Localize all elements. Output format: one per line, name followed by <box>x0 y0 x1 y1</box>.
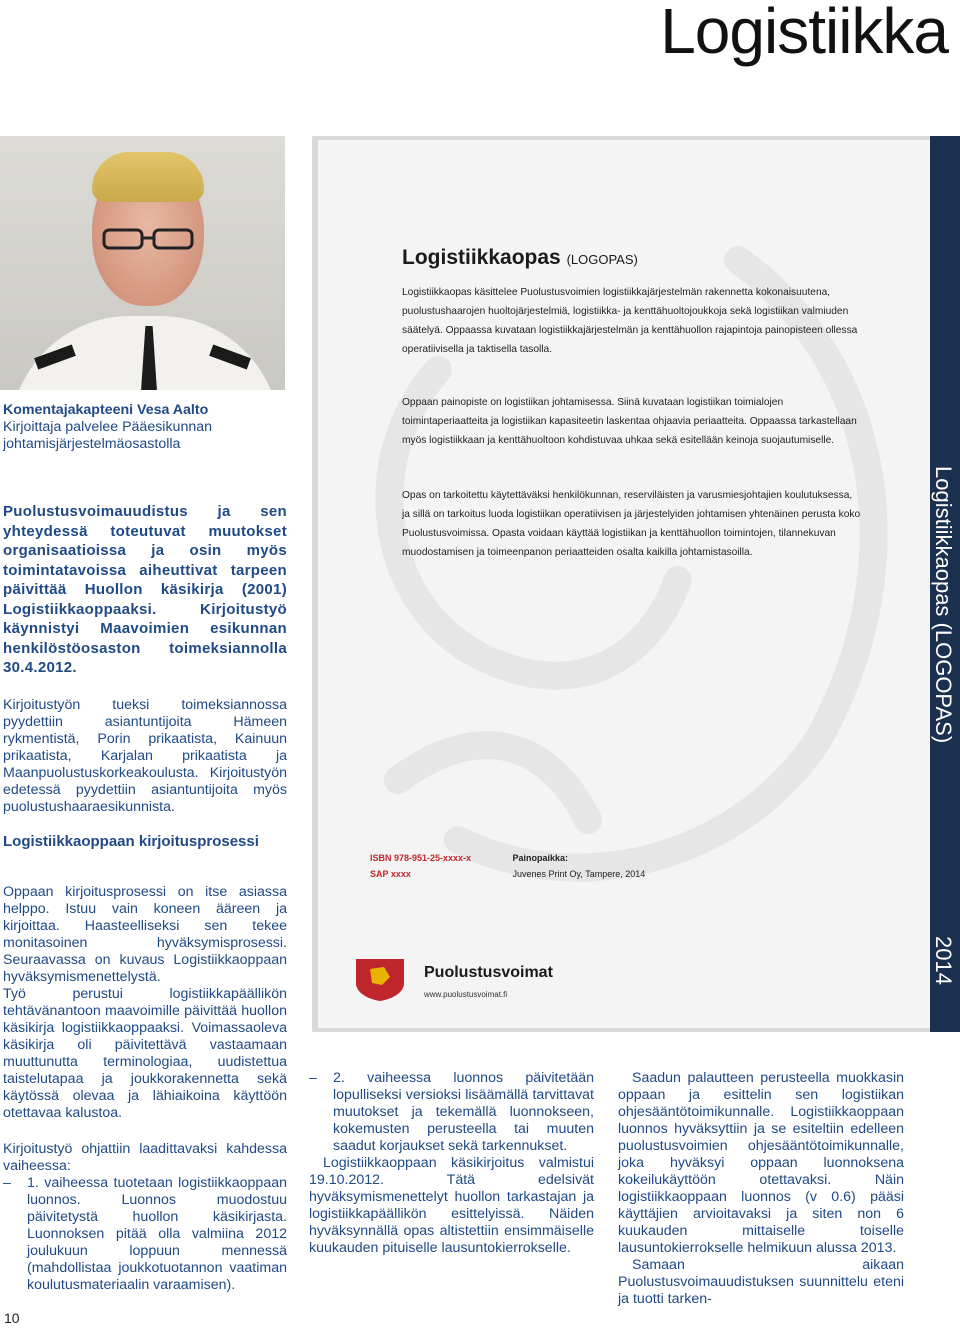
section-heading: Logistiikkaoppaan kirjoitusprosessi <box>3 833 259 850</box>
book-cover-image <box>312 136 960 1032</box>
cover-printer-label: Painopaikka: <box>512 853 569 863</box>
spine-year-text: 2014 <box>931 936 956 985</box>
lion-watermark <box>318 140 936 1028</box>
cover-isbn: ISBN 978-951-25-xxxx-x <box>370 853 472 863</box>
body-paragraph: Kirjoitustyön tueksi toimeksiannossa pyydettiin asiantuntijoita Hämeen rykmentistä, Porin prikaatista, Kainuun prikaatista, Karjalan prikaatista ja Maanpuolustuskorkeakoulusta. Kirjoitustyön edetessä pyydettiin asiantuntijoita myös puolustushaaraesikunnista. <box>3 697 287 815</box>
body-paragraph-part: Oppaan kirjoitusprosessi on itse asiassa helppo. Istuu vain koneen ääreen ja kirjoittaa. Haasteelliseksi sen tekee monitasoinen hyväksymisprosessi. Seuraavassa on kuvaus Logistiikkaoppaan hyväksymismenettelystä. <box>3 884 287 985</box>
body-paragraph <box>3 1141 287 1294</box>
cover-logo <box>348 955 708 1005</box>
list-intro: Kirjoitustyö ohjattiin laadittavaksi kahdessa vaiheessa: <box>3 1141 287 1174</box>
caption-name: Komentajakapteeni Vesa Aalto <box>3 402 209 418</box>
page-title: Logistiikka <box>660 0 948 67</box>
spine-title-text: Logistiikkaopas (LOGOPAS) <box>931 466 956 744</box>
list-item-text: 2. vaiheessa luonnos päivitetään lopulliseksi versioksi lisäämällä tarvittavat muutokset ja tekemällä luonnokseen, kokemusten perusteella tai muuten saadut korjaukset sekä tarkennukset. <box>333 1070 594 1154</box>
cover-printer-name: Juvenes Print Oy, Tampere, 2014 <box>512 869 646 879</box>
list-item <box>309 1070 594 1155</box>
cover-title-main: Logistiikkaopas <box>402 246 561 269</box>
cover-codes <box>370 850 510 882</box>
list-dash: – <box>3 1175 11 1191</box>
body-paragraph <box>3 884 287 1122</box>
body-paragraph: Samaan aikaan Puolustusvoimauudistuksen suunnittelu eteni ja tuotti tarken- <box>618 1257 904 1307</box>
coat-of-arms-icon <box>348 955 412 1003</box>
body-paragraph-part: Työ perustui logistiikkapäällikön tehtävänantoon maavoimille päivittää huollon käsikirja logistiikkaoppaaksi. Voimassaoleva käsikirja oli päivitettävä vastaamaan muuttunutta terminologiaa, uudistettua taistelutapaa ja joukkorakennetta sekä käytössä olevaa ja lähiaikoina käyttöön otettavaa kalustoa. <box>3 986 287 1121</box>
photo-caption <box>3 402 287 453</box>
photo-hair <box>92 152 204 202</box>
cover-brand: Puolustusvoimat <box>424 964 553 981</box>
cover-title-sub: (LOGOPAS) <box>566 252 638 267</box>
cover-paragraph: Oppaan painopiste on logistiikan johtamisessa. Siinä kuvataan logistiikan toimialojen toimintaperiaatteita ja logistiikan kapasiteetin laskentaa ohjaavia periaatteita. Oppaassa tarkastellaan myös logistiikkaan ja kenttähuoltoon kohdistuvaa uhkaa sekä esitellään keinoja suojautumiselle. <box>402 397 857 446</box>
body-paragraph: Logistiikkaoppaan käsikirjoitus valmistui 19.10.2012. Tätä edelsivät hyväksymismenettelyt huollon tarkastajan ja logistiikkapäällikön esittelyissä. Näiden hyväksynnällä opas altistettiin ensimmäiselle kuukauden pituiselle lausuntokierrokselle. <box>309 1155 594 1256</box>
cover-sap: SAP xxxx <box>370 869 411 879</box>
lead-paragraph: Puolustusvoimauudistus ja sen yhteydessä toteutuvat muutokset organisaatioissa ja osin myös toimintatavoissa aiheuttivat tarpeen päivittää Huollon käsikirja (2001) Logistiikkaoppaaksi. Kirjoitustyö käynnistyi Maavoimien esikunnan henkilöstöosaston toimeksiannolla 30.4.2012. <box>3 503 287 676</box>
cover-meta <box>370 850 790 882</box>
cover-spine <box>930 136 960 1032</box>
list-item <box>3 1175 287 1294</box>
list-item-text: 1. vaiheessa tuotetaan logistiikkaoppaan luonnos. Luonnos muodostuu päivitetystä huollon käsikirjasta. Luonnoksen pitää olla valmiina 2012 joulukuun loppuun mennessä (mahdollistaa joukkotuotannon vaatiman koulutusmateriaalin varaamisen). <box>27 1175 287 1293</box>
cover-title <box>402 245 862 273</box>
list-dash: – <box>309 1070 317 1086</box>
cover-printer <box>513 850 753 882</box>
photo-glasses <box>100 226 196 252</box>
cover-front <box>318 140 936 1028</box>
caption-line: johtamisjärjestelmäosastolla <box>3 436 181 452</box>
body-paragraph: Saadun palautteen perusteella muokkasin oppaan ja esittelin sen logistiikan ohjesääntötoimikunnalle. Logistiikkaoppaan luonnos hyväksyttiin ja se esiteltiin edelleen puolustusvoimien ohjesääntötoimikunnalle, joka hyväksyi oppaan luonnoksena kokeilukäyttöön otettavaksi. Näin logistiikkaoppaan luonnos (v 0.6) pääsi käyttäjien arvioitavaksi ja siten non 6 kuukauden mittaiselle toiselle lausuntokierrokselle helmikuun alussa 2013. <box>618 1070 904 1256</box>
caption-line: Kirjoittaja palvelee Pääesikunnan <box>3 419 213 435</box>
author-photo <box>0 136 285 390</box>
column-three <box>618 1070 904 1308</box>
cover-paragraph: Opas on tarkoitettu käytettäväksi henkilökunnan, reserviläisten ja varusmiesjohtajien koulutuksessa, ja sillä on tarkoitus luoda logistiikan operatiivisen ja järjestelyiden johtamisen yhtenäinen perusta koko Puolustusvoimissa. Opasta voidaan käyttää logistiikan ja kenttähuollon toimintojen, tilannekuvan muodostamisen ja toimeenpanon periaatteiden osalta kaikilla johtamistasoilla. <box>402 490 861 558</box>
column-two <box>309 1070 594 1257</box>
cover-paragraph: Logistiikkaopas käsittelee Puolustusvoimien logistiikkajärjestelmän rakennetta kokonaisuutena, puolustushaarojen huoltojärjestelmiä, logistiikka- ja kenttähuoltojoukkoja sekä logistiikan valmiuden säätelyä. Oppaassa kuvataan logistiikkajärjestelmän ja kenttähuollon rajapintoja painopisteen ollessa operatiivisella ja taktisella tasolla. <box>402 287 858 355</box>
cover-url: www.puolustusvoimat.fi <box>424 990 508 999</box>
page-number: 10 <box>4 1310 20 1326</box>
